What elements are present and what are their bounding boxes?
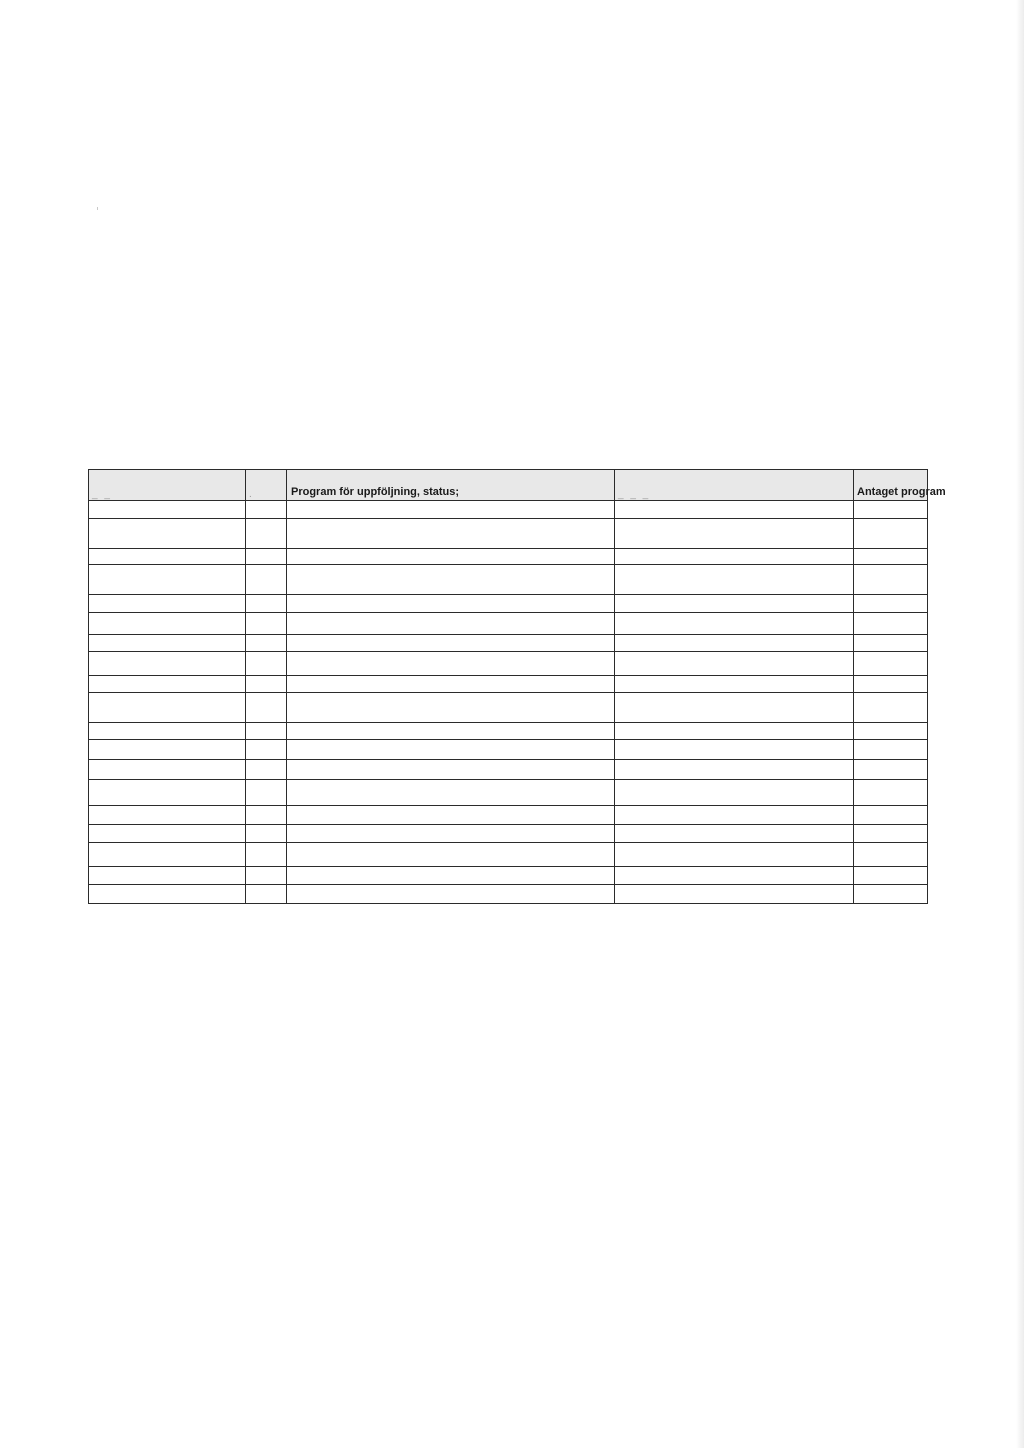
table-cell: [615, 676, 854, 693]
table-body: [89, 501, 928, 904]
table-cell: [246, 867, 287, 885]
table-cell: [287, 693, 615, 723]
table-cell: [615, 780, 854, 806]
table-cell: [615, 885, 854, 904]
table-cell: [246, 519, 287, 549]
table-cell: [287, 519, 615, 549]
table-cell: [615, 549, 854, 565]
table-header-row: [89, 470, 928, 501]
col-header-antaget-program: Antaget program: [854, 470, 928, 501]
table-cell: [287, 549, 615, 565]
table-cell: [246, 652, 287, 676]
table-cell: [287, 760, 615, 780]
table-cell: [287, 676, 615, 693]
table-cell: [89, 867, 246, 885]
table-cell: [615, 635, 854, 652]
table-cell: [287, 565, 615, 595]
table-cell: [615, 723, 854, 740]
col-header-1: _ _: [89, 470, 246, 501]
table-cell: [854, 760, 928, 780]
table-cell: [89, 635, 246, 652]
table-cell: [854, 676, 928, 693]
table-cell: [89, 519, 246, 549]
table-cell: [89, 652, 246, 676]
table-cell: [615, 867, 854, 885]
table-cell: [246, 843, 287, 867]
table-row: [89, 693, 928, 723]
table-cell: [854, 740, 928, 760]
table-row: [89, 867, 928, 885]
table-cell: [246, 565, 287, 595]
table-cell: [854, 843, 928, 867]
table-row: [89, 613, 928, 635]
table-cell: [246, 693, 287, 723]
table-cell: [246, 613, 287, 635]
table-cell: [854, 501, 928, 519]
table-cell: [854, 595, 928, 613]
page-edge-shadow: [1016, 0, 1024, 1448]
table-row: [89, 723, 928, 740]
table-cell: [246, 740, 287, 760]
table-cell: [287, 843, 615, 867]
table-cell: [287, 740, 615, 760]
table-cell: [246, 676, 287, 693]
col-header-program: Program för uppföljning, status;: [287, 470, 615, 501]
table-row: [89, 676, 928, 693]
table-cell: [615, 806, 854, 825]
table-cell: [854, 693, 928, 723]
table-cell: [89, 780, 246, 806]
table-cell: [246, 780, 287, 806]
table-cell: [287, 825, 615, 843]
table-row: [89, 549, 928, 565]
table-cell: [287, 652, 615, 676]
table-cell: [89, 740, 246, 760]
table-cell: [615, 613, 854, 635]
table-cell: [246, 885, 287, 904]
table-cell: [89, 613, 246, 635]
table-cell: [287, 501, 615, 519]
table-cell: [246, 723, 287, 740]
col-header-4: _ _ _: [615, 470, 854, 501]
table-cell: [615, 519, 854, 549]
table-row: [89, 595, 928, 613]
table-cell: [246, 501, 287, 519]
table-cell: [89, 501, 246, 519]
table-cell: [854, 565, 928, 595]
table-row: [89, 760, 928, 780]
table-row: [89, 806, 928, 825]
table-cell: [854, 806, 928, 825]
table-cell: [615, 565, 854, 595]
table-cell: [615, 595, 854, 613]
table-cell: [615, 843, 854, 867]
table-cell: [246, 825, 287, 843]
table-cell: [89, 595, 246, 613]
table-row: [89, 825, 928, 843]
table-row: [89, 501, 928, 519]
table-cell: [89, 806, 246, 825]
scan-speck: [97, 207, 98, 210]
table-cell: [854, 867, 928, 885]
table-cell: [246, 595, 287, 613]
table-row: [89, 843, 928, 867]
col-header-2: .: [246, 470, 287, 501]
table-cell: [854, 613, 928, 635]
table-cell: [854, 519, 928, 549]
table-cell: [89, 676, 246, 693]
table-cell: [287, 723, 615, 740]
table-cell: [287, 806, 615, 825]
table-cell: [287, 613, 615, 635]
table-cell: [854, 780, 928, 806]
table-cell: [89, 723, 246, 740]
table-cell: [615, 825, 854, 843]
table-cell: [89, 843, 246, 867]
table-cell: [246, 806, 287, 825]
table-cell: [615, 652, 854, 676]
table-cell: [89, 825, 246, 843]
table-row: [89, 635, 928, 652]
table-row: [89, 652, 928, 676]
table-cell: [89, 565, 246, 595]
table-cell: [89, 693, 246, 723]
table-cell: [615, 501, 854, 519]
table-cell: [854, 635, 928, 652]
table-cell: [287, 595, 615, 613]
table-cell: [287, 635, 615, 652]
table-cell: [854, 825, 928, 843]
table-cell: [615, 693, 854, 723]
table-cell: [246, 760, 287, 780]
follow-up-table: [88, 469, 946, 904]
table-cell: [854, 652, 928, 676]
table-row: [89, 740, 928, 760]
table-cell: [89, 760, 246, 780]
table-cell: [287, 780, 615, 806]
table-cell: [287, 867, 615, 885]
table-cell: [89, 885, 246, 904]
table-row: [89, 565, 928, 595]
table-cell: [287, 885, 615, 904]
table-row: [89, 780, 928, 806]
table-cell: [246, 549, 287, 565]
table-cell: [89, 549, 246, 565]
table-row: [89, 885, 928, 904]
table-cell: [854, 723, 928, 740]
table-cell: [615, 760, 854, 780]
table-cell: [246, 635, 287, 652]
table-row: [89, 519, 928, 549]
table-cell: [615, 740, 854, 760]
table-cell: [854, 549, 928, 565]
table-cell: [854, 885, 928, 904]
